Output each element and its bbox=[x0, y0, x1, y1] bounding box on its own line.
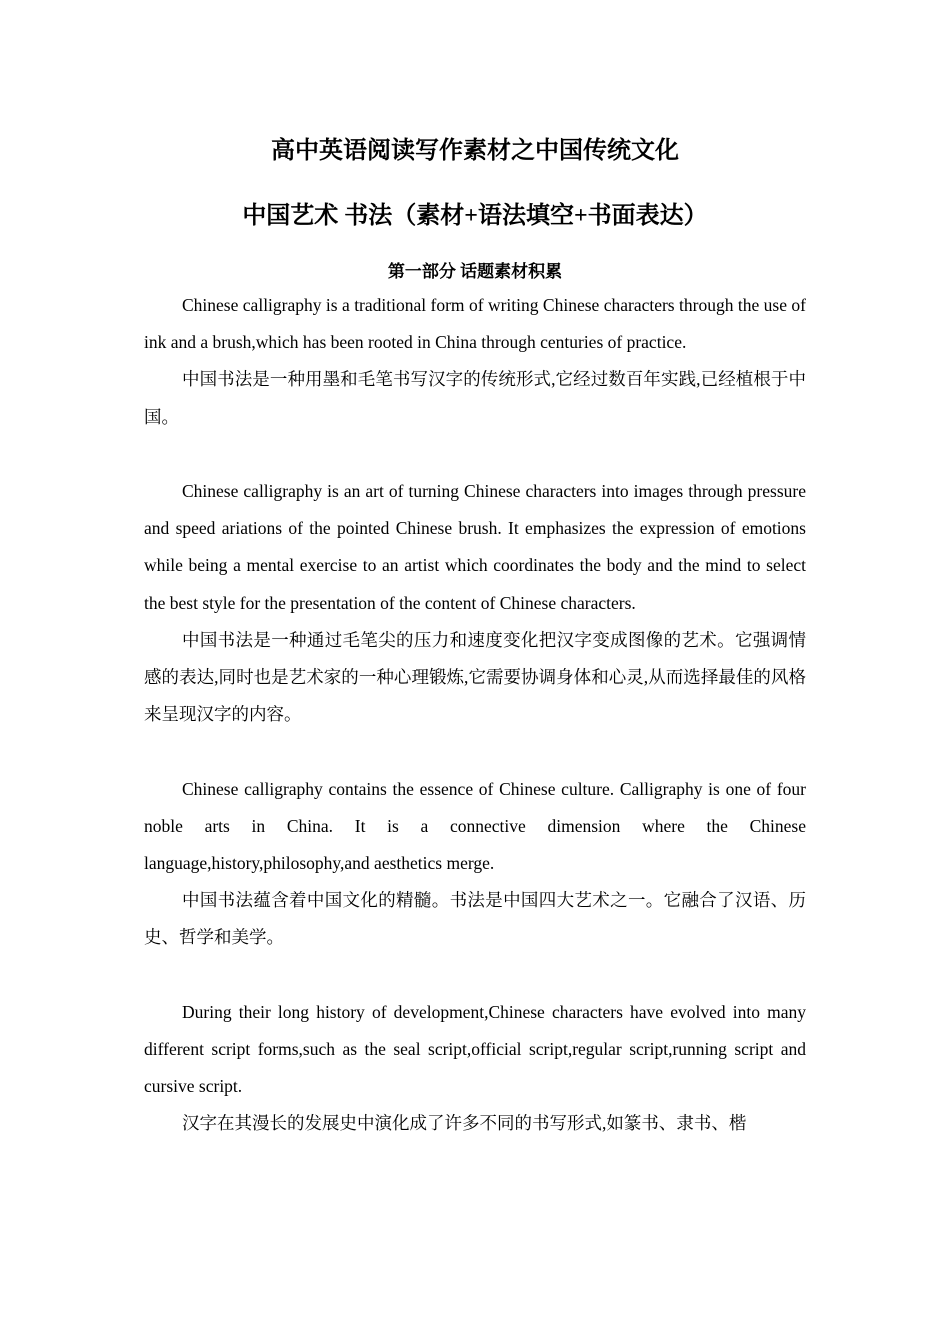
paragraph-chinese-3: 中国书法蕴含着中国文化的精髓。书法是中国四大艺术之一。它融合了汉语、历史、哲学和美学。 bbox=[144, 890, 806, 948]
paragraph-spacer bbox=[144, 733, 806, 770]
section-heading: 第一部分 话题素材积累 bbox=[387, 262, 563, 281]
paragraph-english-2: Chinese calligraphy is an art of turning Chinese characters into images through pressure and speed ariations of the pointed Chinese brush. It emphasizes the expression of emotions while being a mental exercise to an artist which coordinates the body and the mind to select the best style for the presentation of the content of Chinese characters. bbox=[144, 481, 806, 613]
paragraph-spacer bbox=[144, 957, 806, 994]
page-subtitle: 中国艺术 书法（素材+语法填空+书面表达） bbox=[242, 203, 708, 229]
paragraph-chinese-1: 中国书法是一种用墨和毛笔书写汉字的传统形式,它经过数百年实践,已经植根于中国。 bbox=[144, 369, 806, 427]
document-body bbox=[144, 287, 806, 1143]
page-title: 高中英语阅读写作素材之中国传统文化 bbox=[271, 138, 679, 164]
paragraph-chinese-4: 汉字在其漫长的发展史中演化成了许多不同的书写形式,如篆书、隶书、楷 bbox=[182, 1113, 747, 1134]
paragraph-chinese-2: 中国书法是一种通过毛笔尖的压力和速度变化把汉字变成图像的艺术。它强调情感的表达,同时也是艺术家的一种心理锻炼,它需要协调身体和心灵,从而选择最佳的风格来呈现汉字的内容。 bbox=[144, 629, 806, 725]
paragraph-english-4: During their long history of development,Chinese characters have evolved into many different script forms,such as the seal script,official script,regular script,running script and cursive script. bbox=[144, 1001, 806, 1097]
paragraph-english-3: Chinese calligraphy contains the essence of Chinese culture. Calligraphy is one of four noble arts in China. It is a connective dimension where the Chinese language,history,philosophy,and aesthetics merge. bbox=[144, 778, 806, 874]
paragraph-spacer bbox=[144, 436, 806, 473]
paragraph-english-1: Chinese calligraphy is a traditional form of writing Chinese characters through the use of ink and a brush,which has been rooted in China through centuries of practice. bbox=[144, 295, 806, 353]
